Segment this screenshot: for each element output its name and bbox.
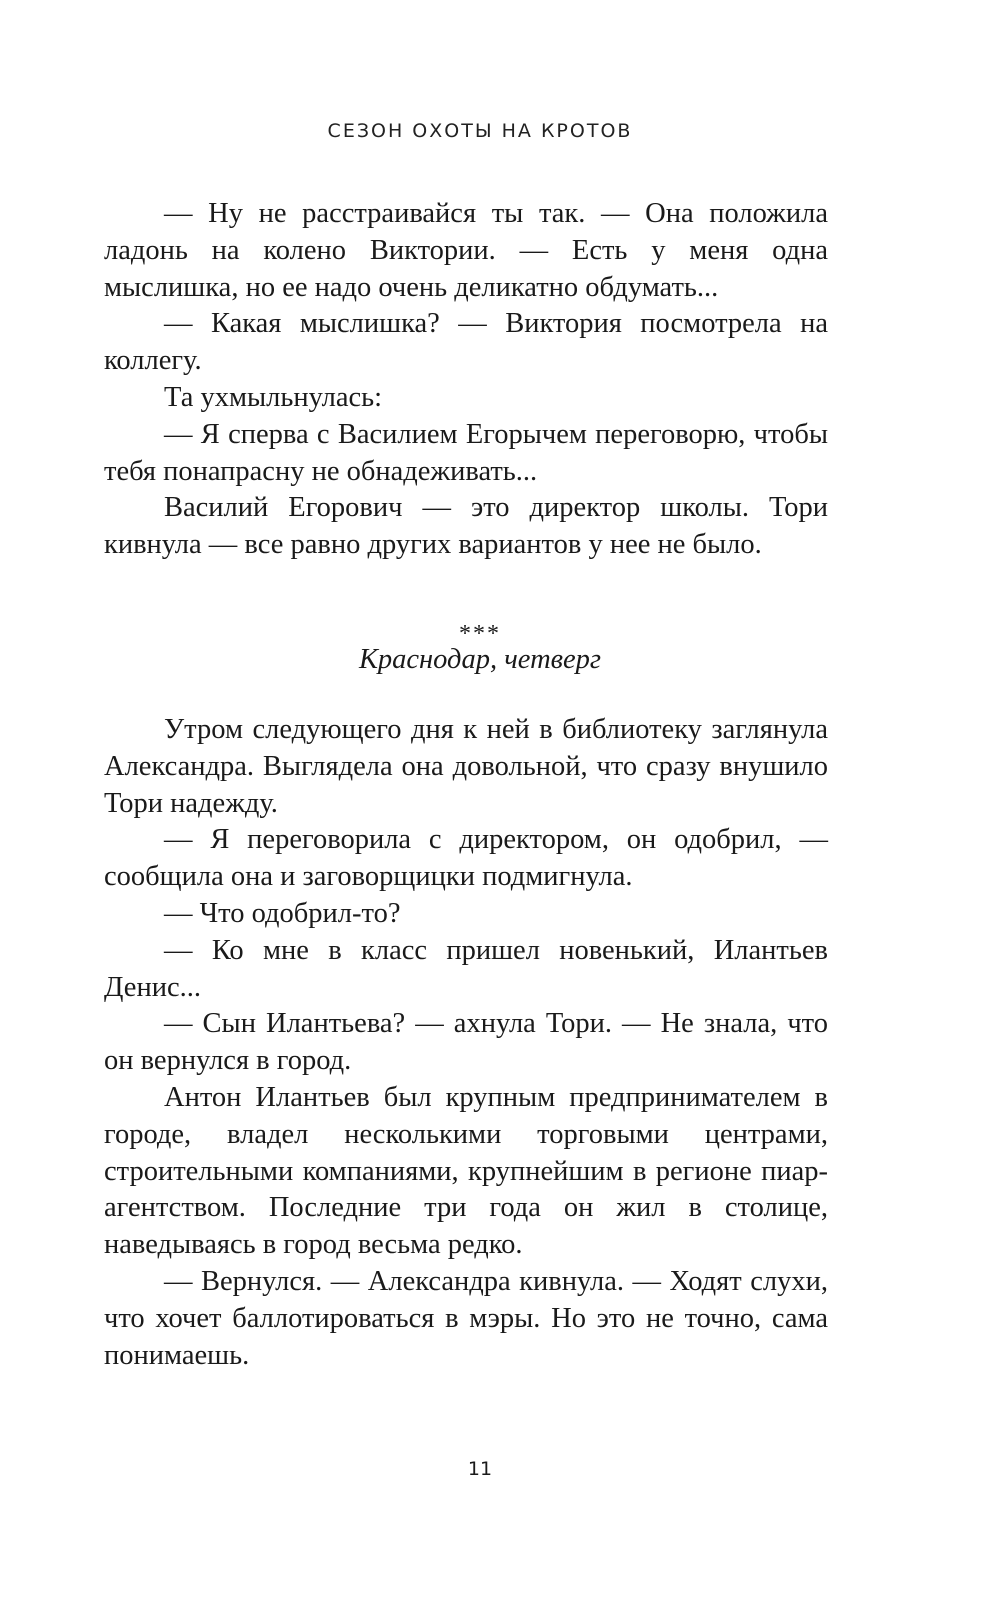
section-heading: Краснодар, четверг [358, 644, 602, 675]
paragraph: — Я переговорила с директором, он одобрил, — сообщила она и заговорщицки подмигнула. [104, 824, 828, 893]
running-head: СЕЗОН ОХОТЫ НА КРОТОВ [327, 120, 633, 142]
paragraph: Утром следующего дня к ней в библиотеку заглянула Александра. Выглядела она довольной, что сразу внушило Тори надежду. [104, 714, 828, 819]
paragraph: — Я сперва с Василием Егорычем переговорю, чтобы тебя понапрасну не обнадеживать... [104, 418, 828, 487]
paragraph: — Вернулся. — Александра кивнула. — Ходят слухи, что хочет баллотироваться в мэры. Но это не точно, сама понимаешь. [104, 1265, 828, 1371]
text-block-2 [104, 712, 828, 1374]
paragraph: — Сын Илантьева? — ахнула Тори. — Не знала, что он вернулся в город. [104, 1008, 828, 1077]
paragraph: Василий Егорович — это директор школы. Тори кивнула — все равно других вариантов у нее не было. [104, 492, 828, 561]
paragraph: — Ну не расстраивайся ты так. — Она положила ладонь на колено Виктории. — Есть у меня одна мыслишка, но ее надо очень деликатно обдумать... [104, 198, 828, 303]
paragraph: — Ко мне в класс пришел новенький, Илантьев Денис... [104, 934, 828, 1003]
paragraph: — Какая мыслишка? — Виктория посмотрела на коллегу. [104, 308, 828, 377]
text-block-1 [104, 196, 828, 564]
section-separator: *** [459, 621, 501, 647]
paragraph: Та ухмыльнулась: [164, 381, 383, 413]
paragraph: Антон Илантьев был крупным предпринимателем в городе, владел несколькими торговыми центрами, строительными компаниями, крупнейшим в регионе пиар-агентством. Последние три года он жил в столице, наведываясь в город весьма редко. [104, 1081, 828, 1261]
page-number: 11 [467, 1458, 493, 1480]
paragraph: — Что одобрил-то? [164, 897, 401, 929]
